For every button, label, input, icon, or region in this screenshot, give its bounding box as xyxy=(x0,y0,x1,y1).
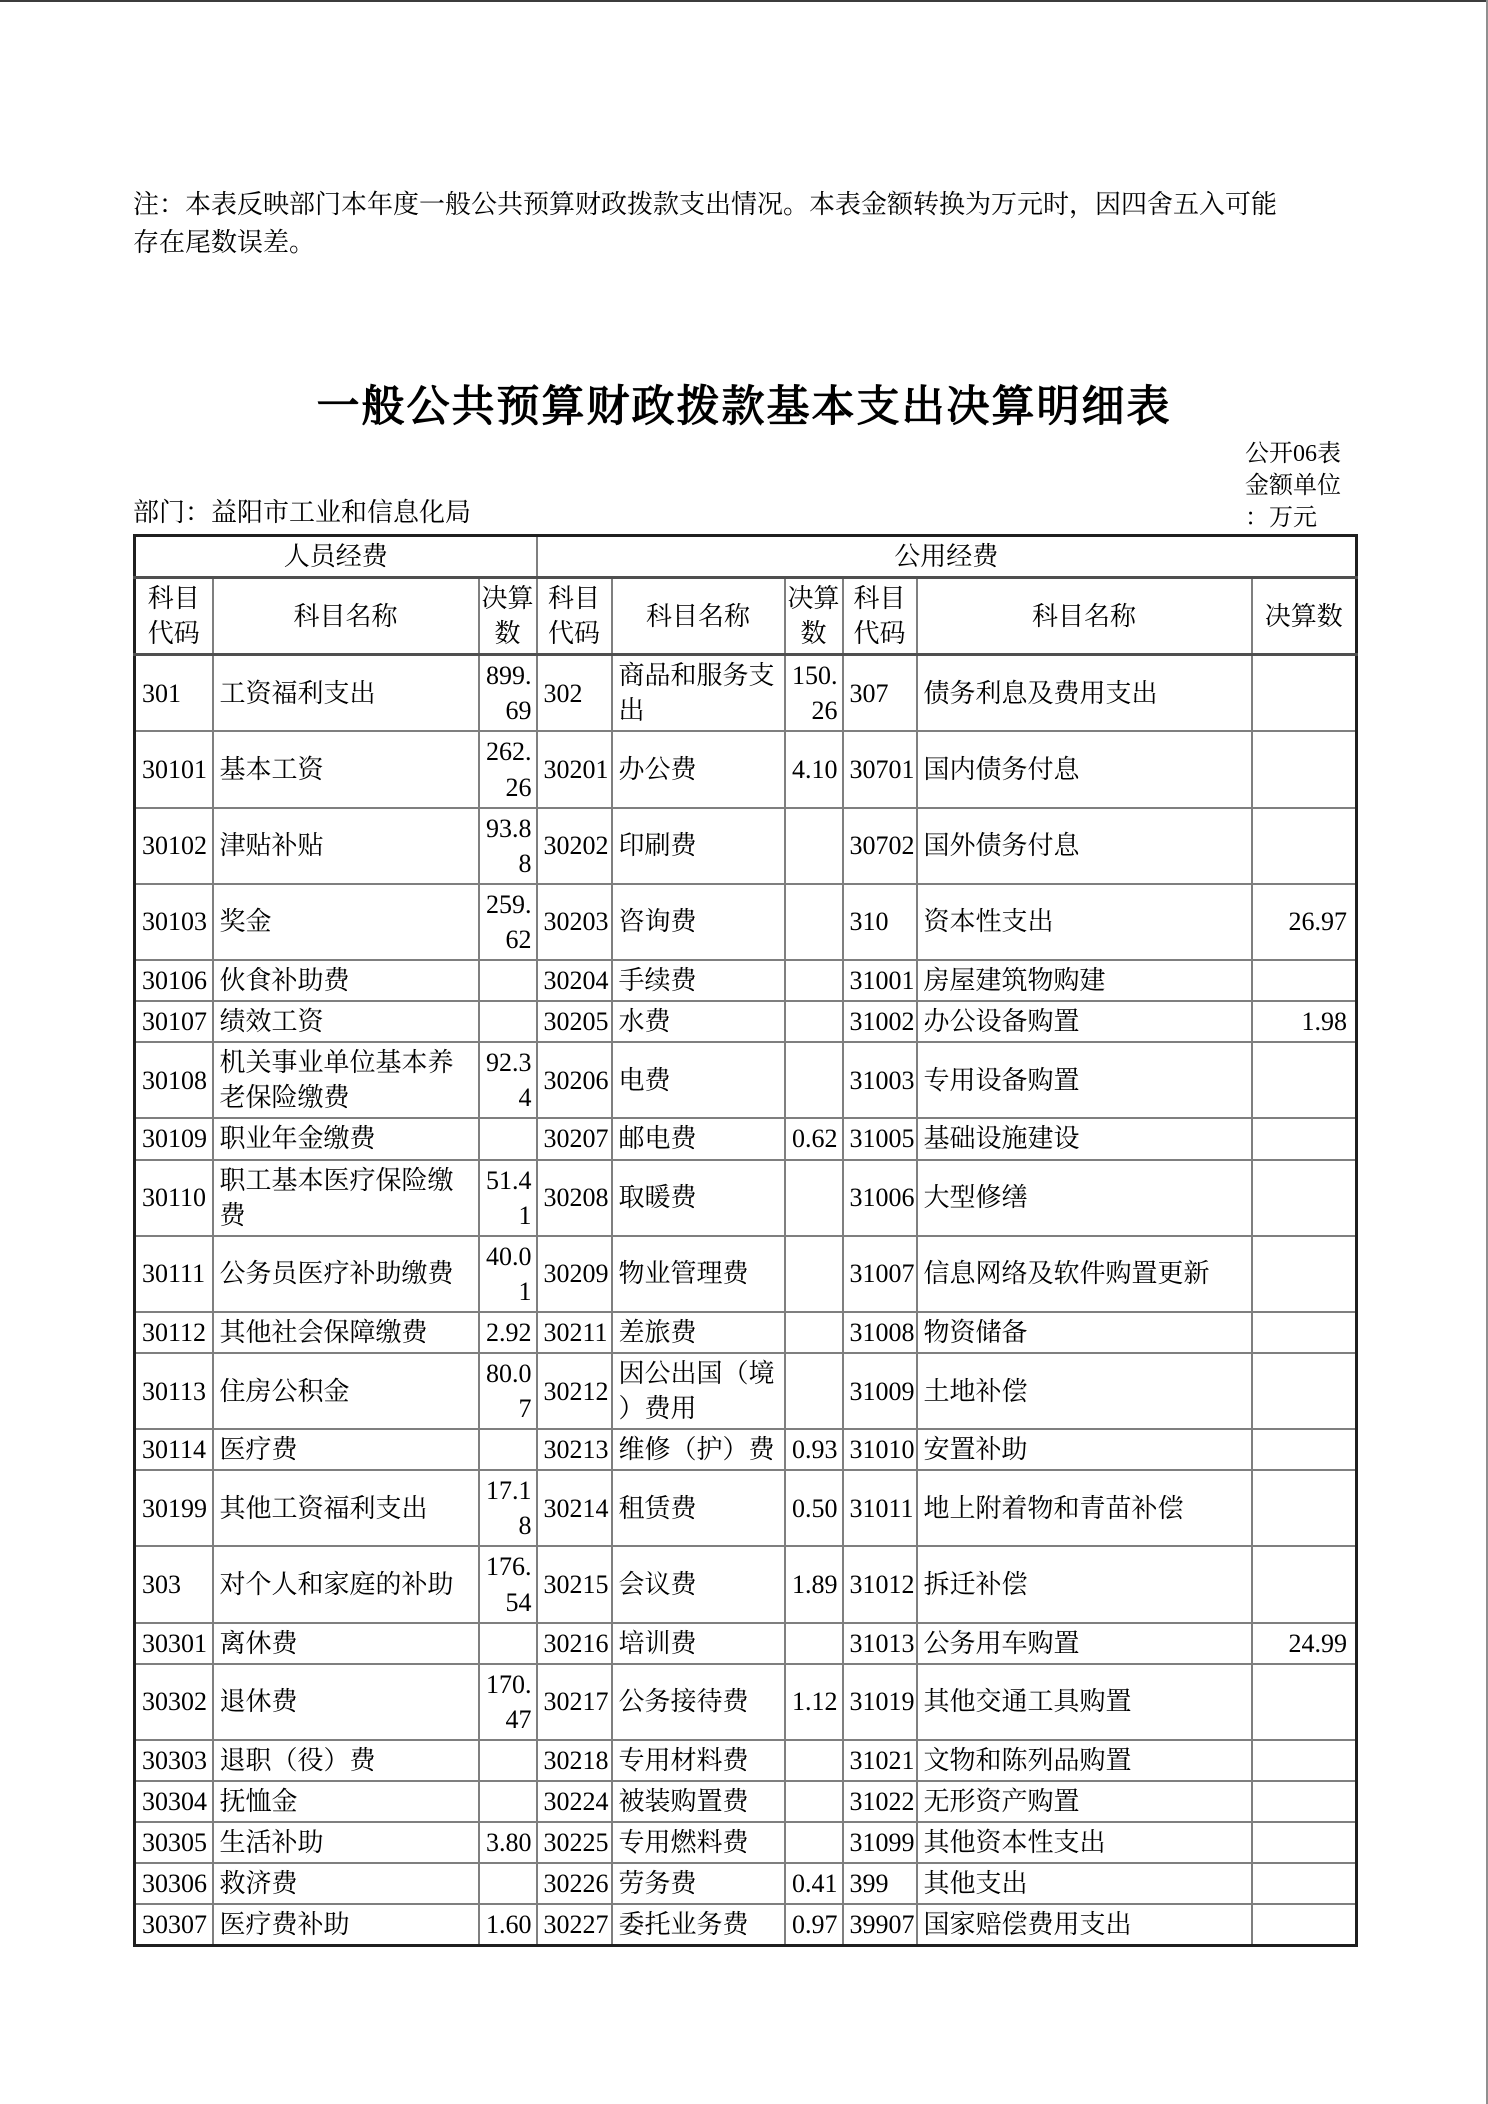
amount-cell xyxy=(1252,1822,1357,1863)
table-body xyxy=(135,655,1357,1946)
column-header-name: 科目名称 xyxy=(213,578,479,655)
subject-code-cell: 30114 xyxy=(135,1429,213,1470)
table-row xyxy=(135,731,1357,807)
subject-code-cell: 30224 xyxy=(537,1781,612,1822)
subject-name-cell: 资本性支出 xyxy=(917,884,1252,960)
subject-code-cell: 31011 xyxy=(843,1470,917,1546)
amount-cell xyxy=(1252,1160,1357,1236)
subject-name-cell: 差旅费 xyxy=(612,1312,785,1353)
table-row xyxy=(135,1001,1357,1042)
subject-name-cell: 水费 xyxy=(612,1001,785,1042)
subject-name-cell: 公务员医疗补助缴费 xyxy=(213,1236,479,1312)
subject-code-cell: 30102 xyxy=(135,808,213,884)
subject-code-cell: 31002 xyxy=(843,1001,917,1042)
amount-cell xyxy=(785,884,843,960)
column-header-code: 科目代码 xyxy=(537,578,612,655)
subject-name-cell: 专用设备购置 xyxy=(917,1042,1252,1118)
amount-cell xyxy=(1252,1740,1357,1781)
subject-code-cell: 31012 xyxy=(843,1546,917,1622)
amount-cell xyxy=(1252,960,1357,1001)
department-label: 部门：益阳市工业和信息化局 xyxy=(133,498,472,527)
amount-cell: 4.10 xyxy=(785,731,843,807)
amount-cell xyxy=(479,1863,537,1904)
table-row xyxy=(135,1236,1357,1312)
amount-cell xyxy=(479,1623,537,1664)
subject-name-cell: 国外债务付息 xyxy=(917,808,1252,884)
subject-code-cell: 31008 xyxy=(843,1312,917,1353)
amount-cell: 2.92 xyxy=(479,1312,537,1353)
amount-cell xyxy=(479,1001,537,1042)
subject-code-cell: 30302 xyxy=(135,1664,213,1740)
amount-cell: 1.12 xyxy=(785,1664,843,1740)
subject-name-cell: 维修（护）费 xyxy=(612,1429,785,1470)
subject-code-cell: 31001 xyxy=(843,960,917,1001)
column-header-code: 科目代码 xyxy=(135,578,213,655)
amount-cell xyxy=(785,960,843,1001)
subject-name-cell: 安置补助 xyxy=(917,1429,1252,1470)
subject-code-cell: 30301 xyxy=(135,1623,213,1664)
subject-name-cell: 无形资产购置 xyxy=(917,1781,1252,1822)
table-row xyxy=(135,1312,1357,1353)
subject-code-cell: 31009 xyxy=(843,1353,917,1429)
amount-cell xyxy=(785,1001,843,1042)
subject-name-cell: 大型修缮 xyxy=(917,1160,1252,1236)
table-row xyxy=(135,1546,1357,1622)
amount-cell xyxy=(785,1623,843,1664)
amount-cell: 92.34 xyxy=(479,1042,537,1118)
column-header-name: 科目名称 xyxy=(917,578,1252,655)
amount-cell xyxy=(1252,1781,1357,1822)
subject-code-cell: 31019 xyxy=(843,1664,917,1740)
amount-cell: 3.80 xyxy=(479,1822,537,1863)
subject-name-cell: 因公出国（境）费用 xyxy=(612,1353,785,1429)
column-header-code: 科目代码 xyxy=(843,578,917,655)
subject-code-cell: 30207 xyxy=(537,1118,612,1159)
subject-name-cell: 取暖费 xyxy=(612,1160,785,1236)
subject-code-cell: 30217 xyxy=(537,1664,612,1740)
column-header-amount: 决算数 xyxy=(785,578,843,655)
subject-code-cell: 30206 xyxy=(537,1042,612,1118)
table-row xyxy=(135,1623,1357,1664)
column-header-amount: 决算数 xyxy=(479,578,537,655)
meta-row xyxy=(133,438,1355,534)
amount-cell xyxy=(785,1740,843,1781)
subject-code-cell: 30199 xyxy=(135,1470,213,1546)
subject-code-cell: 30106 xyxy=(135,960,213,1001)
subject-code-cell: 303 xyxy=(135,1546,213,1622)
subject-name-cell: 地上附着物和青苗补偿 xyxy=(917,1470,1252,1546)
table-row xyxy=(135,960,1357,1001)
amount-cell xyxy=(1252,1904,1357,1946)
subject-name-cell: 办公设备购置 xyxy=(917,1001,1252,1042)
amount-cell: 170.47 xyxy=(479,1664,537,1740)
subject-name-cell: 物业管理费 xyxy=(612,1236,785,1312)
amount-cell: 0.62 xyxy=(785,1118,843,1159)
subject-name-cell: 职业年金缴费 xyxy=(213,1118,479,1159)
amount-cell: 51.41 xyxy=(479,1160,537,1236)
subject-code-cell: 399 xyxy=(843,1863,917,1904)
table-row xyxy=(135,1353,1357,1429)
group-header-row xyxy=(135,536,1357,578)
table-row xyxy=(135,1470,1357,1546)
subject-code-cell: 31006 xyxy=(843,1160,917,1236)
subject-name-cell: 对个人和家庭的补助 xyxy=(213,1546,479,1622)
subject-name-cell: 会议费 xyxy=(612,1546,785,1622)
amount-cell xyxy=(479,1118,537,1159)
table-row xyxy=(135,1740,1357,1781)
subject-code-cell: 30203 xyxy=(537,884,612,960)
sheet-number-label: 公开06表 xyxy=(1245,441,1341,467)
amount-cell xyxy=(785,1312,843,1353)
subject-code-cell: 30307 xyxy=(135,1904,213,1946)
table-row xyxy=(135,1781,1357,1822)
subject-name-cell: 其他社会保障缴费 xyxy=(213,1312,479,1353)
amount-cell: 0.41 xyxy=(785,1863,843,1904)
subject-code-cell: 30701 xyxy=(843,731,917,807)
table-row xyxy=(135,1160,1357,1236)
subject-code-cell: 301 xyxy=(135,655,213,732)
subject-code-cell: 30303 xyxy=(135,1740,213,1781)
subject-code-cell: 30305 xyxy=(135,1822,213,1863)
subject-name-cell: 国家赔偿费用支出 xyxy=(917,1904,1252,1946)
amount-cell: 93.88 xyxy=(479,808,537,884)
column-header-row xyxy=(135,578,1357,655)
amount-cell xyxy=(1252,1863,1357,1904)
amount-cell: 24.99 xyxy=(1252,1623,1357,1664)
subject-name-cell: 专用燃料费 xyxy=(612,1822,785,1863)
subject-name-cell: 伙食补助费 xyxy=(213,960,479,1001)
subject-name-cell: 救济费 xyxy=(213,1863,479,1904)
group-header-public: 公用经费 xyxy=(537,536,1357,578)
subject-code-cell: 30216 xyxy=(537,1623,612,1664)
subject-code-cell: 30215 xyxy=(537,1546,612,1622)
subject-name-cell: 劳务费 xyxy=(612,1863,785,1904)
subject-code-cell: 30110 xyxy=(135,1160,213,1236)
amount-cell: 176.54 xyxy=(479,1546,537,1622)
subject-name-cell: 办公费 xyxy=(612,731,785,807)
subject-name-cell: 其他支出 xyxy=(917,1863,1252,1904)
subject-code-cell: 30111 xyxy=(135,1236,213,1312)
subject-code-cell: 31010 xyxy=(843,1429,917,1470)
note-text: 注：本表反映部门本年度一般公共预算财政拨款支出情况。本表金额转换为万元时，因四舍五入可能存在尾数误差。 xyxy=(133,190,1278,257)
amount-cell: 80.07 xyxy=(479,1353,537,1429)
budget-table xyxy=(133,534,1358,1947)
subject-code-cell: 30702 xyxy=(843,808,917,884)
subject-code-cell: 31099 xyxy=(843,1822,917,1863)
subject-name-cell: 物资储备 xyxy=(917,1312,1252,1353)
table-row xyxy=(135,1664,1357,1740)
amount-cell xyxy=(785,808,843,884)
amount-cell xyxy=(1252,1546,1357,1622)
subject-name-cell: 职工基本医疗保险缴费 xyxy=(213,1160,479,1236)
subject-name-cell: 印刷费 xyxy=(612,808,785,884)
table-row xyxy=(135,1904,1357,1946)
subject-name-cell: 其他资本性支出 xyxy=(917,1822,1252,1863)
subject-name-cell: 信息网络及软件购置更新 xyxy=(917,1236,1252,1312)
subject-name-cell: 医疗费补助 xyxy=(213,1904,479,1946)
subject-code-cell: 30306 xyxy=(135,1863,213,1904)
subject-name-cell: 手续费 xyxy=(612,960,785,1001)
subject-code-cell: 30113 xyxy=(135,1353,213,1429)
table-row xyxy=(135,1822,1357,1863)
amount-cell xyxy=(1252,808,1357,884)
subject-code-cell: 30204 xyxy=(537,960,612,1001)
subject-code-cell: 30209 xyxy=(537,1236,612,1312)
table-row xyxy=(135,1429,1357,1470)
subject-name-cell: 抚恤金 xyxy=(213,1781,479,1822)
subject-code-cell: 30112 xyxy=(135,1312,213,1353)
table-row xyxy=(135,655,1357,732)
subject-code-cell: 31003 xyxy=(843,1042,917,1118)
subject-code-cell: 30304 xyxy=(135,1781,213,1822)
table-row xyxy=(135,1118,1357,1159)
amount-cell: 259.62 xyxy=(479,884,537,960)
amount-cell: 1.89 xyxy=(785,1546,843,1622)
amount-cell xyxy=(1252,1118,1357,1159)
subject-name-cell: 绩效工资 xyxy=(213,1001,479,1042)
amount-cell xyxy=(479,1429,537,1470)
amount-cell xyxy=(479,1781,537,1822)
amount-cell xyxy=(1252,1236,1357,1312)
subject-code-cell: 30202 xyxy=(537,808,612,884)
subject-name-cell: 文物和陈列品购置 xyxy=(917,1740,1252,1781)
subject-code-cell: 30201 xyxy=(537,731,612,807)
amount-cell xyxy=(1252,1312,1357,1353)
subject-name-cell: 基础设施建设 xyxy=(917,1118,1252,1159)
subject-name-cell: 房屋建筑物购建 xyxy=(917,960,1252,1001)
subject-name-cell: 培训费 xyxy=(612,1623,785,1664)
subject-name-cell: 商品和服务支出 xyxy=(612,655,785,732)
subject-name-cell: 债务利息及费用支出 xyxy=(917,655,1252,732)
amount-cell xyxy=(479,960,537,1001)
amount-cell xyxy=(1252,1664,1357,1740)
subject-name-cell: 生活补助 xyxy=(213,1822,479,1863)
amount-cell xyxy=(785,1042,843,1118)
subject-code-cell: 30226 xyxy=(537,1863,612,1904)
table-row xyxy=(135,1863,1357,1904)
subject-code-cell: 30213 xyxy=(537,1429,612,1470)
subject-code-cell: 30205 xyxy=(537,1001,612,1042)
amount-cell xyxy=(479,1740,537,1781)
subject-code-cell: 30212 xyxy=(537,1353,612,1429)
amount-cell: 262.26 xyxy=(479,731,537,807)
amount-cell xyxy=(1252,1429,1357,1470)
sheet-meta xyxy=(1245,438,1355,534)
column-header-amount: 决算数 xyxy=(1252,578,1357,655)
subject-name-cell: 工资福利支出 xyxy=(213,655,479,732)
amount-cell xyxy=(785,1160,843,1236)
amount-cell xyxy=(1252,731,1357,807)
subject-name-cell: 离休费 xyxy=(213,1623,479,1664)
subject-code-cell: 31013 xyxy=(843,1623,917,1664)
subject-name-cell: 电费 xyxy=(612,1042,785,1118)
subject-code-cell: 30109 xyxy=(135,1118,213,1159)
group-header-personnel: 人员经费 xyxy=(135,536,537,578)
table-row xyxy=(135,884,1357,960)
subject-name-cell: 住房公积金 xyxy=(213,1353,479,1429)
subject-code-cell: 30103 xyxy=(135,884,213,960)
subject-code-cell: 30208 xyxy=(537,1160,612,1236)
subject-code-cell: 31022 xyxy=(843,1781,917,1822)
subject-code-cell: 31005 xyxy=(843,1118,917,1159)
subject-code-cell: 30101 xyxy=(135,731,213,807)
amount-cell xyxy=(1252,655,1357,732)
subject-name-cell: 委托业务费 xyxy=(612,1904,785,1946)
subject-name-cell: 医疗费 xyxy=(213,1429,479,1470)
subject-code-cell: 30227 xyxy=(537,1904,612,1946)
unit-label: 金额单位：万元 xyxy=(1245,473,1341,531)
amount-cell xyxy=(1252,1353,1357,1429)
subject-name-cell: 退休费 xyxy=(213,1664,479,1740)
subject-code-cell: 310 xyxy=(843,884,917,960)
page-title: 一般公共预算财政拨款基本支出决算明细表 xyxy=(316,384,1172,431)
amount-cell: 899.69 xyxy=(479,655,537,732)
subject-code-cell: 30211 xyxy=(537,1312,612,1353)
table-row xyxy=(135,808,1357,884)
subject-name-cell: 基本工资 xyxy=(213,731,479,807)
amount-cell xyxy=(1252,1470,1357,1546)
subject-code-cell: 30214 xyxy=(537,1470,612,1546)
page-content xyxy=(133,0,1355,1947)
subject-code-cell: 31007 xyxy=(843,1236,917,1312)
subject-name-cell: 津贴补贴 xyxy=(213,808,479,884)
amount-cell xyxy=(785,1781,843,1822)
subject-name-cell: 咨询费 xyxy=(612,884,785,960)
subject-name-cell: 租赁费 xyxy=(612,1470,785,1546)
amount-cell xyxy=(1252,1042,1357,1118)
subject-code-cell: 30218 xyxy=(537,1740,612,1781)
amount-cell: 0.97 xyxy=(785,1904,843,1946)
amount-cell: 26.97 xyxy=(1252,884,1357,960)
amount-cell xyxy=(785,1236,843,1312)
subject-name-cell: 公务用车购置 xyxy=(917,1623,1252,1664)
amount-cell xyxy=(785,1353,843,1429)
subject-name-cell: 其他工资福利支出 xyxy=(213,1470,479,1546)
amount-cell: 0.50 xyxy=(785,1470,843,1546)
subject-code-cell: 39907 xyxy=(843,1904,917,1946)
subject-name-cell: 拆迁补偿 xyxy=(917,1546,1252,1622)
subject-name-cell: 被装购置费 xyxy=(612,1781,785,1822)
subject-name-cell: 机关事业单位基本养老保险缴费 xyxy=(213,1042,479,1118)
subject-name-cell: 公务接待费 xyxy=(612,1664,785,1740)
subject-name-cell: 奖金 xyxy=(213,884,479,960)
amount-cell: 1.60 xyxy=(479,1904,537,1946)
subject-code-cell: 31021 xyxy=(843,1740,917,1781)
table-row xyxy=(135,1042,1357,1118)
subject-code-cell: 307 xyxy=(843,655,917,732)
subject-code-cell: 30225 xyxy=(537,1822,612,1863)
subject-name-cell: 土地补偿 xyxy=(917,1353,1252,1429)
amount-cell: 0.93 xyxy=(785,1429,843,1470)
subject-code-cell: 302 xyxy=(537,655,612,732)
subject-name-cell: 其他交通工具购置 xyxy=(917,1664,1252,1740)
subject-code-cell: 30107 xyxy=(135,1001,213,1042)
subject-name-cell: 邮电费 xyxy=(612,1118,785,1159)
subject-name-cell: 专用材料费 xyxy=(612,1740,785,1781)
column-header-name: 科目名称 xyxy=(612,578,785,655)
amount-cell: 1.98 xyxy=(1252,1001,1357,1042)
amount-cell: 40.01 xyxy=(479,1236,537,1312)
amount-cell: 17.18 xyxy=(479,1470,537,1546)
subject-code-cell: 30108 xyxy=(135,1042,213,1118)
amount-cell: 150.26 xyxy=(785,655,843,732)
subject-name-cell: 退职（役）费 xyxy=(213,1740,479,1781)
amount-cell xyxy=(785,1822,843,1863)
subject-name-cell: 国内债务付息 xyxy=(917,731,1252,807)
